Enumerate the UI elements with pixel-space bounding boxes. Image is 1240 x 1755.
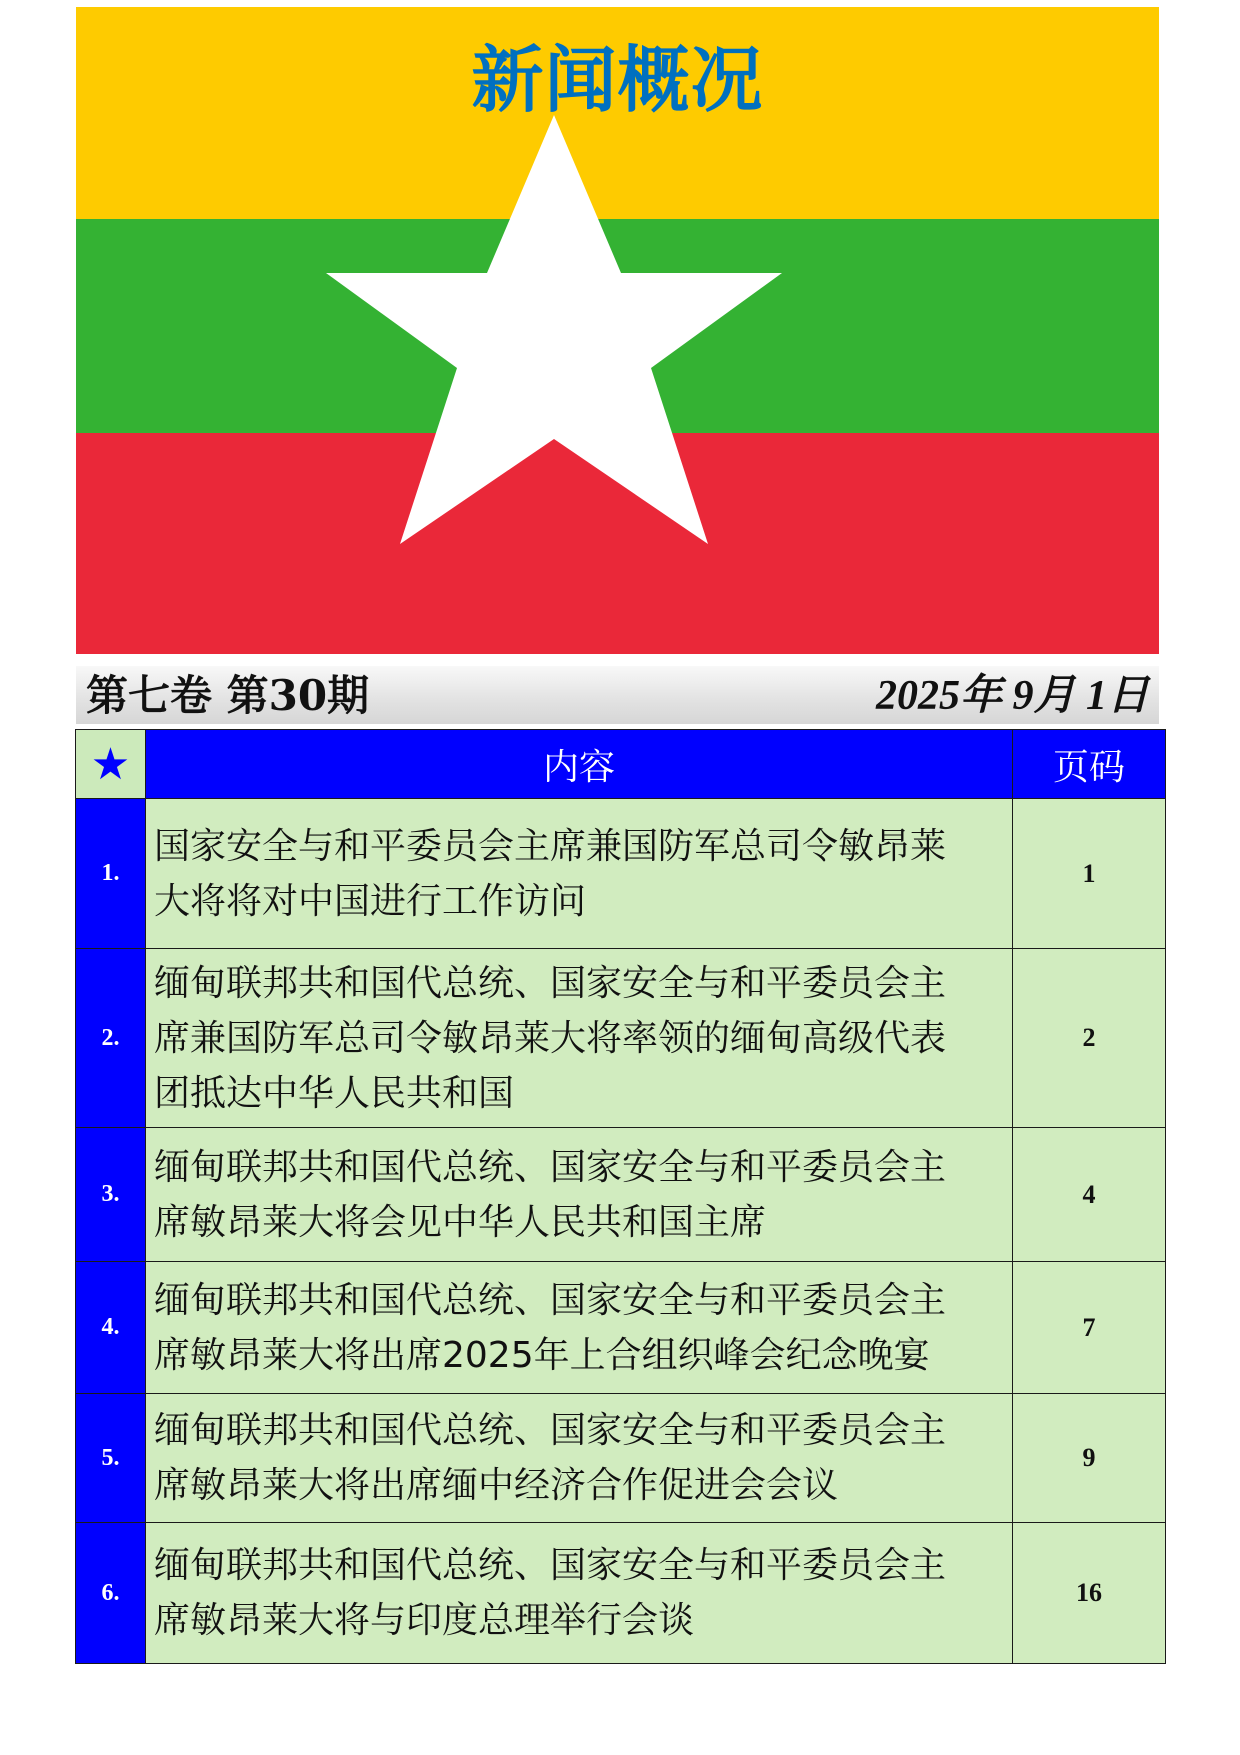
issue-date: 2025年 9月 1日 bbox=[875, 673, 1149, 719]
row-number: 5. bbox=[76, 1394, 146, 1523]
content-column-header: 内容 bbox=[146, 730, 1013, 799]
row-title-line: 席敏昂莱大将出席缅中经济合作促进会会议 bbox=[154, 1465, 839, 1506]
table-row[interactable] bbox=[76, 799, 1166, 949]
table-row[interactable] bbox=[76, 1523, 1166, 1664]
row-title-line: 缅甸联邦共和国代总统、国家安全与和平委员会主 bbox=[154, 1279, 947, 1321]
row-title-line: 缅甸联邦共和国代总统、国家安全与和平委员会主 bbox=[154, 962, 947, 1004]
row-title-line: 席兼国防军总司令敏昂莱大将率领的缅甸高级代表 bbox=[154, 1017, 947, 1059]
row-title-line: 缅甸联邦共和国代总统、国家安全与和平委员会主 bbox=[154, 1146, 947, 1188]
table-row[interactable] bbox=[76, 1128, 1166, 1262]
myanmar-flag-banner bbox=[76, 7, 1159, 654]
row-title-line: 席敏昂莱大将会见中华人民共和国主席 bbox=[154, 1201, 767, 1243]
row-number: 2. bbox=[76, 949, 146, 1128]
row-page-number: 16 bbox=[1013, 1523, 1166, 1664]
table-header-row bbox=[76, 730, 1166, 799]
row-title-line: 席敏昂莱大将出席2025年上合组织峰会纪念晚宴 bbox=[154, 1334, 930, 1376]
table-row[interactable] bbox=[76, 949, 1166, 1128]
row-title-line: 缅甸联邦共和国代总统、国家安全与和平委员会主 bbox=[154, 1410, 947, 1451]
row-title-line: 缅甸联邦共和国代总统、国家安全与和平委员会主 bbox=[154, 1545, 947, 1586]
page-title: 新闻概况 bbox=[471, 38, 764, 122]
row-page-number: 7 bbox=[1013, 1262, 1166, 1394]
row-title-line: 席敏昂莱大将与印度总理举行会谈 bbox=[154, 1600, 695, 1641]
contents-table bbox=[75, 729, 1166, 1664]
issue-bar bbox=[76, 666, 1159, 724]
star-icon: ★ bbox=[76, 730, 146, 799]
table-row[interactable] bbox=[76, 1262, 1166, 1394]
row-page-number: 4 bbox=[1013, 1128, 1166, 1262]
row-title[interactable] bbox=[146, 1262, 1013, 1394]
row-title-line: 国家安全与和平委员会主席兼国防军总司令敏昂莱 bbox=[154, 825, 947, 867]
issue-volume: 第七卷 第30期 bbox=[86, 671, 370, 720]
row-title[interactable] bbox=[146, 799, 1013, 949]
row-page-number: 1 bbox=[1013, 799, 1166, 949]
row-title[interactable] bbox=[146, 949, 1013, 1128]
row-title-line: 大将将对中国进行工作访问 bbox=[154, 880, 587, 922]
row-title[interactable] bbox=[146, 1128, 1013, 1262]
row-number: 1. bbox=[76, 799, 146, 949]
page-column-header: 页码 bbox=[1013, 730, 1166, 799]
table-row[interactable] bbox=[76, 1394, 1166, 1523]
row-number: 4. bbox=[76, 1262, 146, 1394]
row-page-number: 9 bbox=[1013, 1394, 1166, 1523]
row-page-number: 2 bbox=[1013, 949, 1166, 1128]
row-title[interactable] bbox=[146, 1523, 1013, 1664]
row-title[interactable] bbox=[146, 1394, 1013, 1523]
row-title-line: 团抵达中华人民共和国 bbox=[154, 1072, 515, 1114]
row-number: 6. bbox=[76, 1523, 146, 1664]
row-number: 3. bbox=[76, 1128, 146, 1262]
